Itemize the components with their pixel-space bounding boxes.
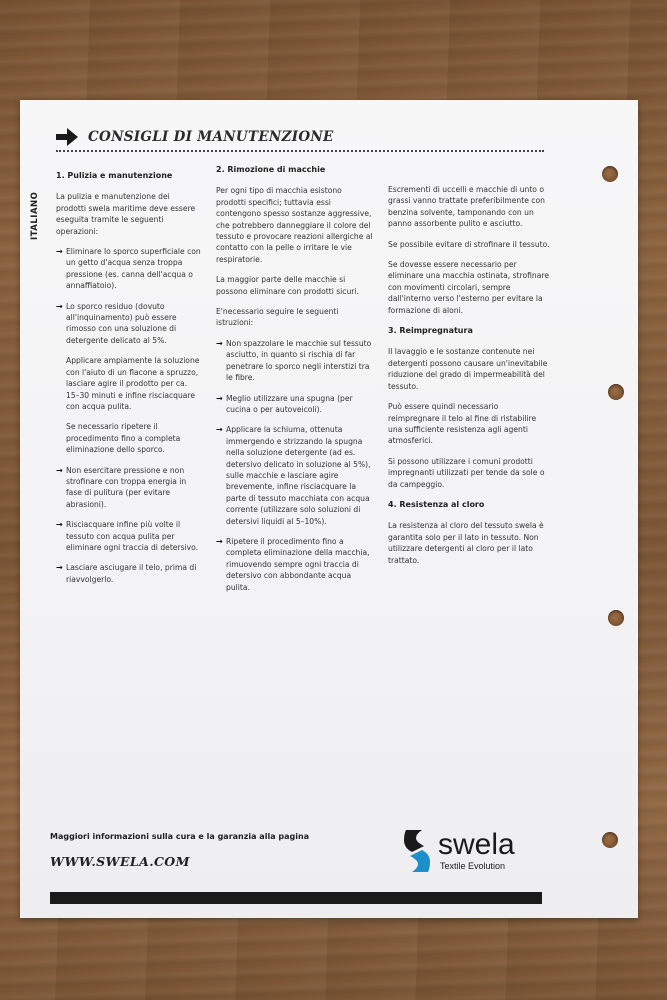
column-2 xyxy=(216,164,374,602)
swela-logo xyxy=(402,828,515,874)
paragraph: La maggior parte delle macchie si possono eliminare con prodotti sicuri. xyxy=(216,275,359,296)
section-heading: 4. Resistenza al cloro xyxy=(388,499,485,509)
arrow-right-icon xyxy=(56,128,78,146)
section-heading: 3. Reimpregnatura xyxy=(388,326,473,336)
paragraph: Applicare ampiamente la soluzione con l'aiuto di un flacone a spruzzo, lasciare agire il prodotto per ca. 15–30 minuti e infine risciacquare con acqua pulita. xyxy=(66,356,200,411)
paragraph: E'necessario seguire le seguenti istruzioni: xyxy=(216,307,339,328)
bullet-item: → Applicare la schiuma, ottenuta immergendo e strizzando la spugna nella soluzione detergente (ad es. detersivo delicato in soluzione al 5%), sulle macchie e lasciare agire brevemente, infine risciacquare la parte di tessuto macchiata con acqua corrente (utilizzare solo soluzioni di detersivi liquidi al 5–10%). xyxy=(216,424,374,527)
bullet-item: → Lo sporco residuo (dovuto all'inquinamento) può essere rimosso con una soluzione di detergente delicato al 5%. xyxy=(56,301,202,347)
paragraph: Per ogni tipo di macchia esistono prodotti specifici; tuttavia essi contengono spesso sostanze aggressive, che potrebbero danneggiare il colore del tessuto e provocare reazioni allergiche al contatto con la pelle o irritare le vie respiratorie. xyxy=(216,186,373,264)
paragraph: Si possono utilizzare i comuni prodotti impregnanti utilizzati per tende da sole o da campeggio. xyxy=(388,456,545,489)
punch-hole xyxy=(608,610,624,626)
bullet-item: → Ripetere il procedimento fino a completa eliminazione della macchia, rimuovendo sempre ogni traccia di detersivo con abbondante acqua pulita. xyxy=(216,536,374,593)
bullet-item: → Lasciare asciugare il telo, prima di riavvolgerlo. xyxy=(56,562,202,585)
bullet-item: → Non esercitare pressione e non strofinare con troppa energia in fase di pulitura (per evitare abrasioni). xyxy=(56,465,202,511)
paragraph: La resistenza al cloro del tessuto swela è garantita solo per il lato in tessuto. Non utilizzare detergenti al cloro per il lato trattato. xyxy=(388,521,544,565)
document-sheet xyxy=(20,100,638,918)
swela-logo-mark-icon xyxy=(402,828,432,874)
bullet-item: → Non spazzolare le macchie sul tessuto asciutto, in quanto si rischia di far penetrare lo sporco negli interstizi tra le fibre. xyxy=(216,338,374,384)
dotted-divider xyxy=(56,150,544,152)
logo-wordmark: swela xyxy=(438,828,515,861)
punch-hole xyxy=(608,384,624,400)
language-label: ITALIANO xyxy=(30,191,40,240)
paragraph: Se possibile evitare di strofinare il tessuto. xyxy=(388,239,550,249)
paragraph: Può essere quindi necessario reimpregnare il telo al fine di ristabilire una sufficiente resistenza agli agenti atmosferici. xyxy=(388,402,537,446)
column-3 xyxy=(388,184,550,575)
logo-tagline: Textile Evolution xyxy=(440,861,506,871)
punch-hole xyxy=(602,166,618,182)
section-heading: 1. Pulizia e manutenzione xyxy=(56,171,173,180)
bullet-item: → Meglio utilizzare una spugna (per cucina o per autoveicoli). xyxy=(216,393,374,416)
paragraph: Escrementi di uccelli e macchie di unto o grassi vanno trattate preferibilmente con benzina solvente, tamponando con un panno assorbente pulito e asciutto. xyxy=(388,185,545,229)
column-1 xyxy=(56,170,202,594)
bullet-item: → Risciacquare infine più volte il tessuto con acqua pulita per eliminare ogni traccia di detersivo. xyxy=(56,519,202,553)
paragraph: La pulizia e manutenzione dei prodotti swela maritime deve essere eseguita tramite le seguenti operazioni: xyxy=(56,192,196,236)
paragraph: Se necessario ripetere il procedimento fino a completa eliminazione dello sporco. xyxy=(66,422,181,455)
bullet-item: → Eliminare lo sporco superficiale con un getto d'acqua senza troppa pressione (es. canna dell'acqua o annaffiatoio). xyxy=(56,246,202,292)
document-header xyxy=(56,128,334,146)
paragraph: Il lavaggio e le sostanze contenute nei detergenti possono causare un'inevitabile riduzione del grado di impermeabilità del tessuto. xyxy=(388,347,548,391)
paragraph: Se dovesse essere necessario per eliminare una macchia ostinata, strofinare con movimenti circolari, sempre dall'interno verso l'esterno per evitare la formazione di aloni. xyxy=(388,260,550,315)
section-heading: 2. Rimozione di macchie xyxy=(216,165,326,174)
bottom-bar xyxy=(50,892,542,904)
page-title: CONSIGLI DI MANUTENZIONE xyxy=(88,129,334,145)
footer-info-text: Maggiori informazioni sulla cura e la garanzia alla pagina xyxy=(50,832,310,841)
punch-hole xyxy=(602,832,618,848)
website-link[interactable]: WWW.SWELA.COM xyxy=(50,854,190,869)
